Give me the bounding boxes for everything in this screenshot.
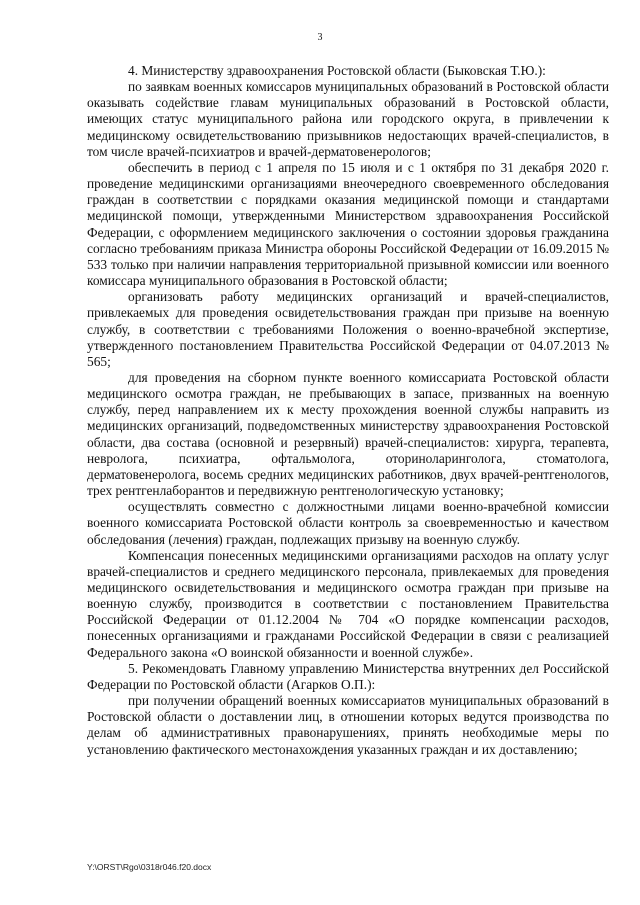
- paragraph-compensation: Компенсация понесенных медицинскими организациями расходов на оплату услуг врачей-специалистов и среднего медицинского персонала, привлекаемых для проведения медицинского освидетельствования и медицинского осмотра граждан при призыве на военную службу, производится в соответствии с постановлением Правительства Российской Федерации от 01.12.2004 № 704 «О порядке компенсации расходов, понесенных организациями и гражданами Российской Федерации в связи с реализацией Федерального закона «О воинской обязанности и военной службе».: [87, 547, 609, 660]
- page-number: 3: [317, 32, 323, 43]
- paragraph-organize-work: организовать работу медицинских организаций и врачей-специалистов, привлекаемых для проведения освидетельствования граждан при призыве на военную службу, в соответствии с требованиями Положения о военно-врачебной экспертизе, утвержденного постановлением Правительства Российской Федерации от 04.07.2013 № 565;: [87, 289, 609, 369]
- paragraph-assist-municipalities: по заявкам военных комиссаров муниципальных образований в Ростовской области оказывать содействие главам муниципальных образований в Ростовской области, имеющих статус муниципального района или городского округа, в привлечении к медицинскому освидетельствованию призывников недостающих врачей-специалистов, в том числе врачей-психиатров и врачей-дерматовенерологов;: [87, 79, 609, 159]
- footer-file-path: Y:\ORST\Rgo\0318r046.f20.docx: [87, 862, 212, 872]
- paragraph-item-5-heading: 5. Рекомендовать Главному управлению Министерства внутренних дел Российской Федерации по Ростовской области (Агарков О.П.):: [87, 660, 609, 692]
- paragraph-assembly-point: для проведения на сборном пункте военного комиссариата Ростовской области медицинского осмотра граждан, не пребывающих в запасе, призванных на военную службу, перед направлением их к месту прохождения военной службы направить из медицинских организаций, подведомственных министерству здравоохранения Ростовской области, два состава (основной и резервный) врачей-специалистов: хирурга, терапевта, невролога, психиатра, офтальмолога, оториноларинголога, стоматолога, дерматовенеролога, восемь средних медицинских работников, двух врачей-рентгенологов, трех рентгенлаборантов и передвижную рентгенологическую установку;: [87, 369, 609, 499]
- paragraph-police-requests: при получении обращений военных комиссариатов муниципальных образований в Ростовской области о доставлении лиц, в отношении которых ведутся производства по делам об административных правонарушениях, принять необходимые меры по установлению фактического местонахождения указанных граждан и их доставлению;: [87, 693, 609, 757]
- document-body: [87, 63, 609, 758]
- paragraph-item-4-heading: 4. Министерству здравоохранения Ростовской области (Быковская Т.Ю.):: [128, 63, 546, 78]
- paragraph-ensure-examination: обеспечить в период с 1 апреля по 15 июля и с 1 октября по 31 декабря 2020 г. проведение медицинскими организациями внеочередного своевременного обследования граждан в соответствии с порядками оказания медицинской помощи и стандартами медицинской помощи, утвержденными Министерством здравоохранения Российской Федерации, с оформлением медицинского заключения о состоянии здоровья гражданина согласно требованиям приказа Министра обороны Российской Федерации от 16.09.2015 № 533 только при наличии направления территориальной призывной комиссии или военного комиссара муниципального образования в Ростовской области;: [87, 159, 609, 289]
- paragraph-joint-control: осуществлять совместно с должностными лицами военно-врачебной комиссии военного комиссариата Ростовской области контроль за своевременностью и качеством обследования (лечения) граждан, подлежащих призыву на военную службу.: [87, 499, 609, 547]
